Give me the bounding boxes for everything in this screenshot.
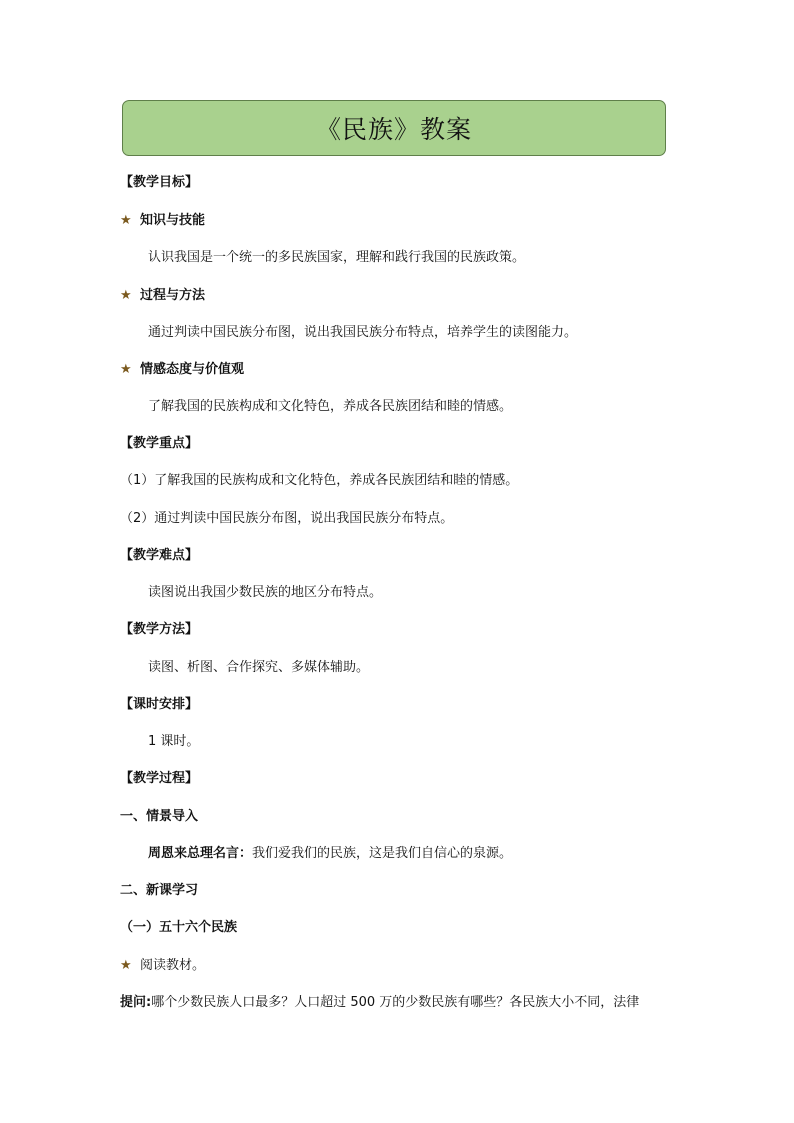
heading-difficulties: 【教学难点】 [120,548,199,563]
heading-methods: 【教学方法】 [120,622,199,637]
key-point-1: （1）了解我国的民族构成和文化特色，养成各民族团结和睦的情感。 [120,473,519,488]
subheading-56-ethnic-groups: （一）五十六个民族 [120,920,238,935]
subheading-process [120,287,205,305]
paragraph-schedule: 1 课时。 [148,734,200,749]
heading-teaching-process: 【教学过程】 [120,771,199,786]
subheading-emotion-label: 情感态度与价值观 [140,362,245,377]
star-icon: ★ [120,362,132,377]
subheading-process-label: 过程与方法 [140,288,206,303]
subheading-knowledge-label: 知识与技能 [140,213,206,228]
star-icon: ★ [120,288,132,303]
heading-new-lesson: 二、新课学习 [120,883,199,898]
question-text: 哪个少数民族人口最多？人口超过 500 万的少数民族有哪些？各民族大小不同，法律 [151,995,640,1010]
heading-key-points: 【教学重点】 [120,436,199,451]
paragraph-quote [148,845,512,863]
star-icon: ★ [120,958,132,973]
quote-text: 我们爱我们的民族，这是我们自信心的泉源。 [252,846,513,861]
heading-teaching-goals: 【教学目标】 [120,175,199,190]
paragraph-knowledge: 认识我国是一个统一的多民族国家，理解和践行我国的民族政策。 [148,250,526,265]
quote-label: 周恩来总理名言： [148,846,253,861]
star-icon: ★ [120,213,132,228]
key-point-2: （2）通过判读中国民族分布图，说出我国民族分布特点。 [120,511,454,526]
subheading-emotion [120,361,244,379]
paragraph-emotion: 了解我国的民族构成和文化特色，养成各民族团结和睦的情感。 [148,399,513,414]
paragraph-process: 通过判读中国民族分布图，说出我国民族分布特点，培养学生的读图能力。 [148,325,578,340]
subheading-knowledge [120,212,205,230]
paragraph-methods: 读图、析图、合作探究、多媒体辅助。 [148,660,370,675]
item-read-textbook [120,957,205,975]
paragraph-difficulties: 读图说出我国少数民族的地区分布特点。 [148,585,383,600]
heading-schedule: 【课时安排】 [120,697,199,712]
read-textbook-text: 阅读教材。 [140,958,206,973]
heading-intro: 一、情景导入 [120,809,199,824]
title-banner [122,100,666,156]
page-title: 《民族》教案 [315,115,472,144]
paragraph-question [120,994,639,1012]
question-label: 提问: [120,995,152,1010]
